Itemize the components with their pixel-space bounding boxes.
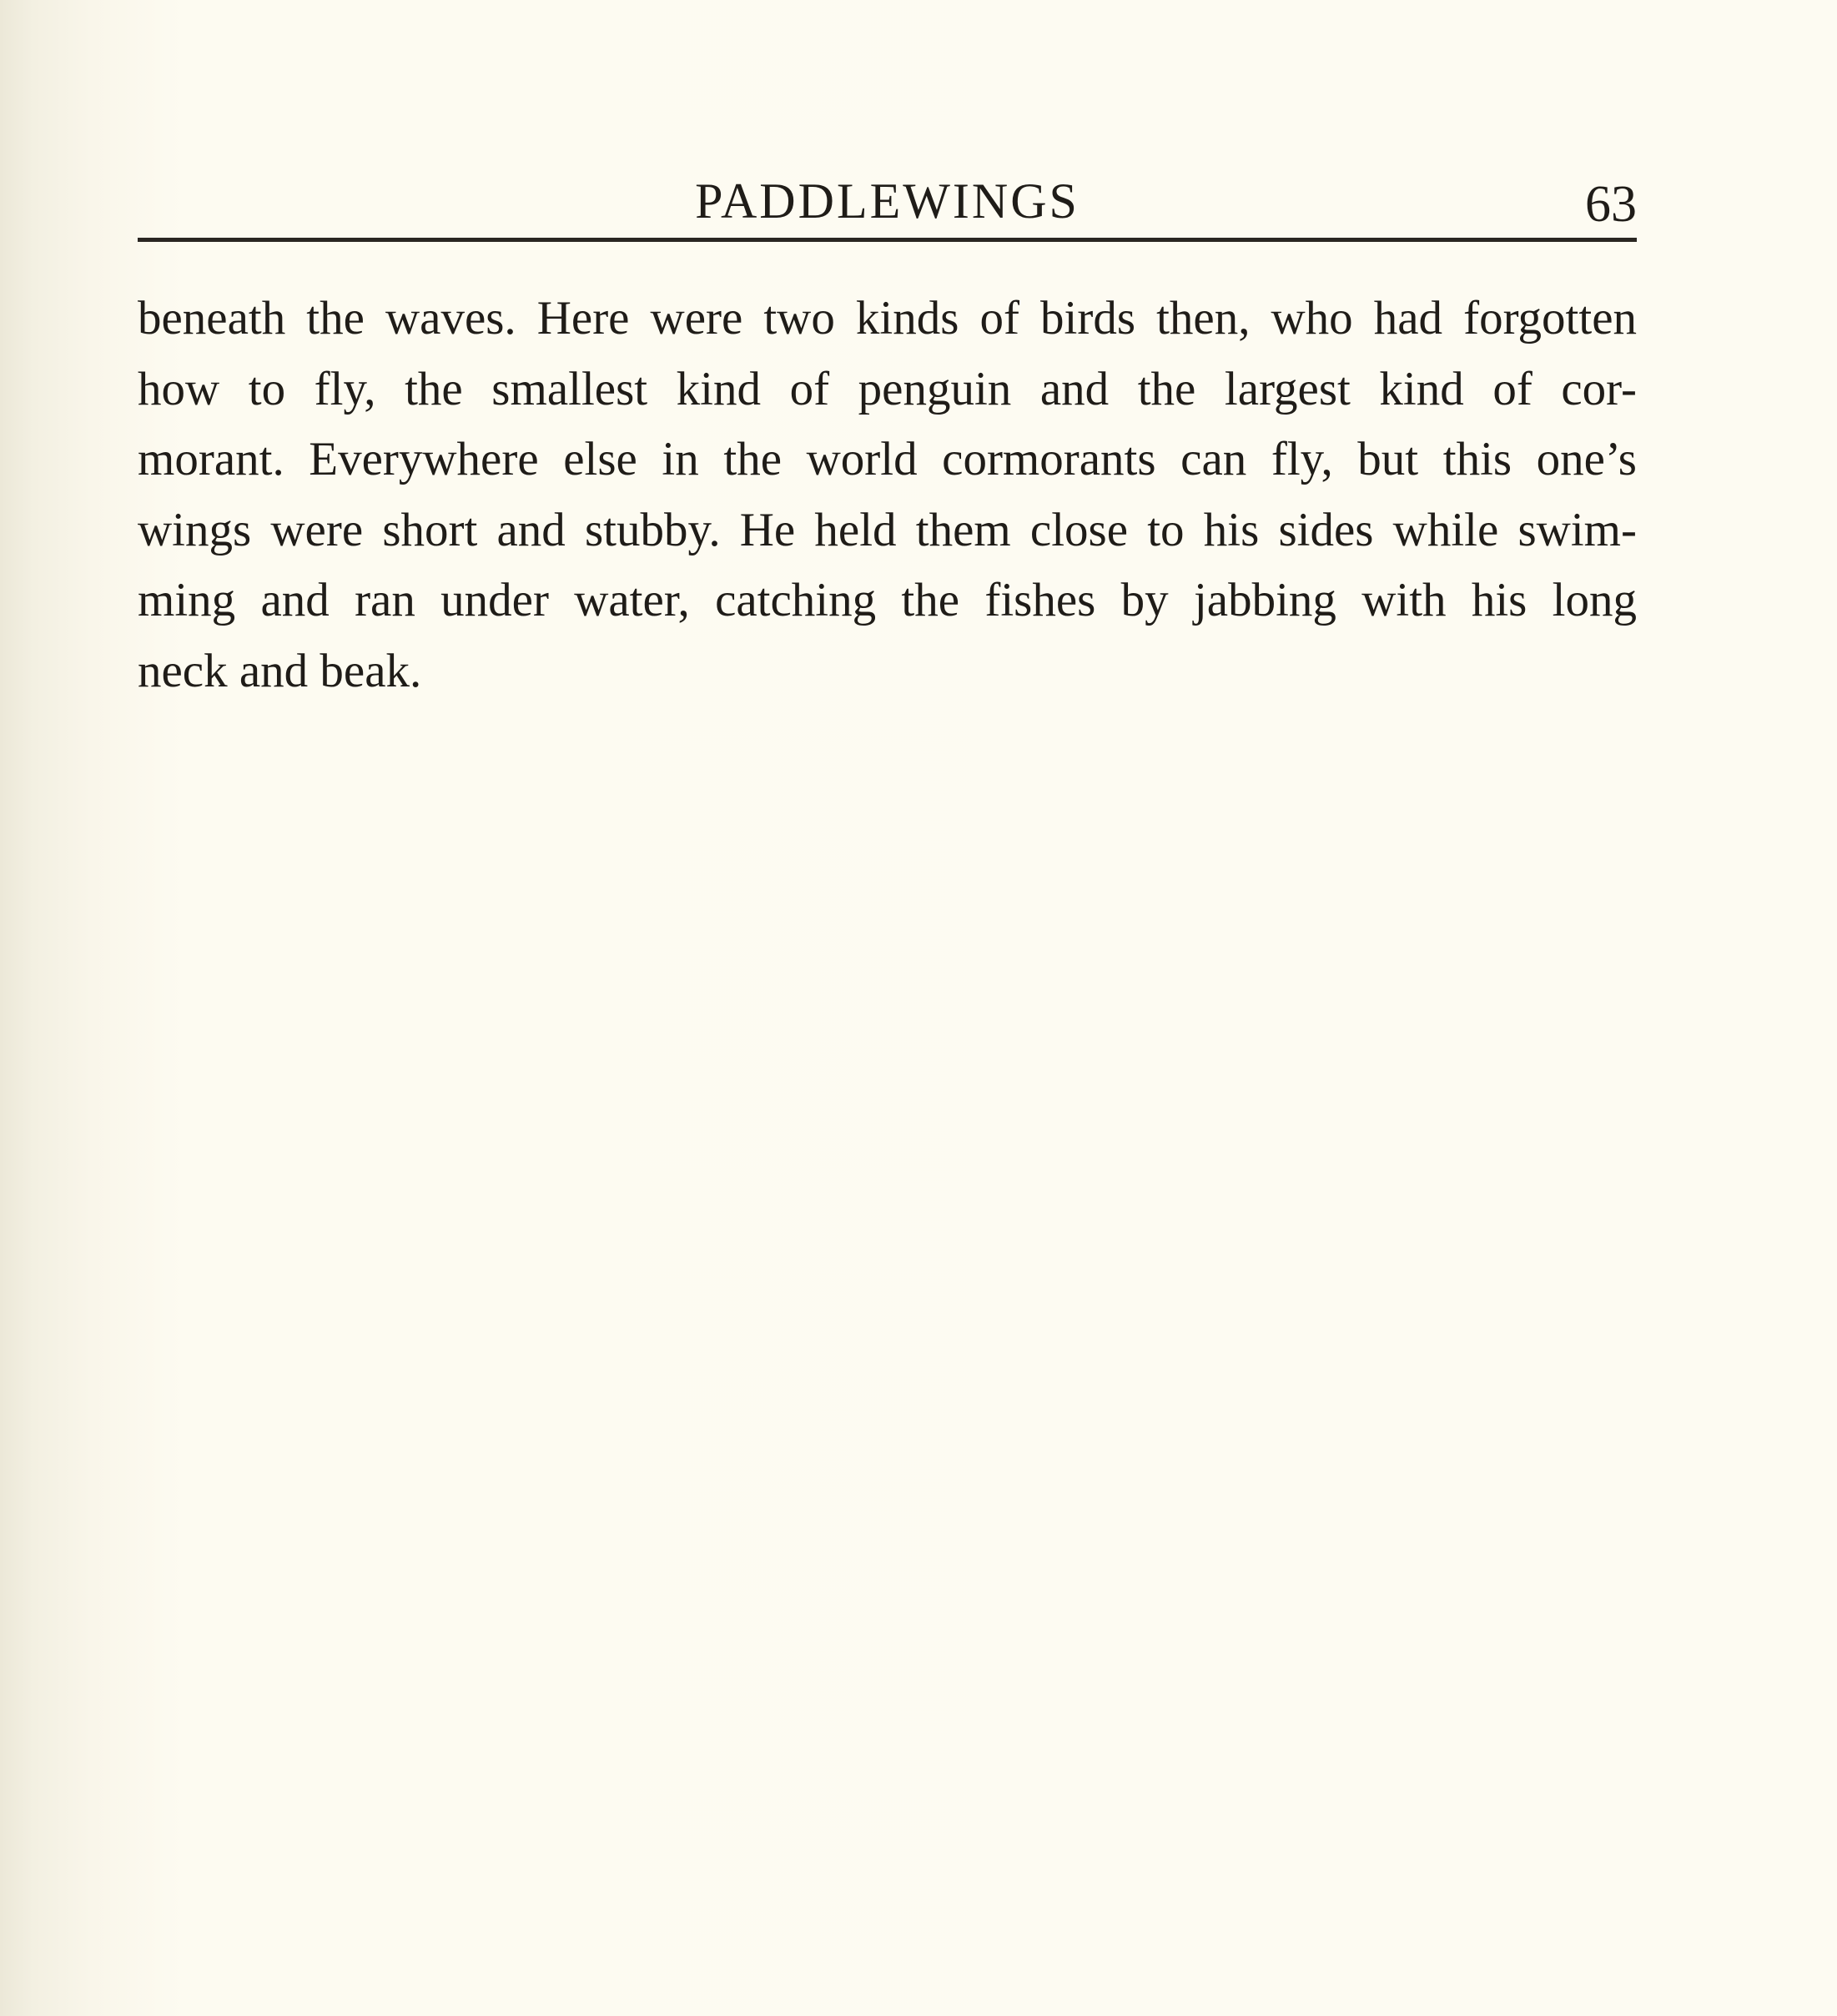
text-line: ming and ran under water, catching the fishes by jabbing with his long	[138, 574, 1637, 626]
text-line: beneath the waves. Here were two kinds of birds then, who had forgotten	[138, 292, 1637, 344]
header-rule	[138, 238, 1637, 242]
running-title: PADDLEWINGS	[695, 173, 1080, 229]
page-header	[138, 163, 1637, 239]
body-paragraph	[138, 284, 1637, 706]
text-line: neck and beak.	[138, 644, 422, 697]
text-line: how to fly, the smallest kind of penguin and the largest kind of cor-	[138, 362, 1637, 415]
page-number: 63	[1585, 176, 1637, 233]
text-line: wings were short and stubby. He held them close to his sides while swim-	[138, 503, 1637, 556]
text-line: morant. Everywhere else in the world cormorants can fly, but this one’s	[138, 433, 1637, 485]
